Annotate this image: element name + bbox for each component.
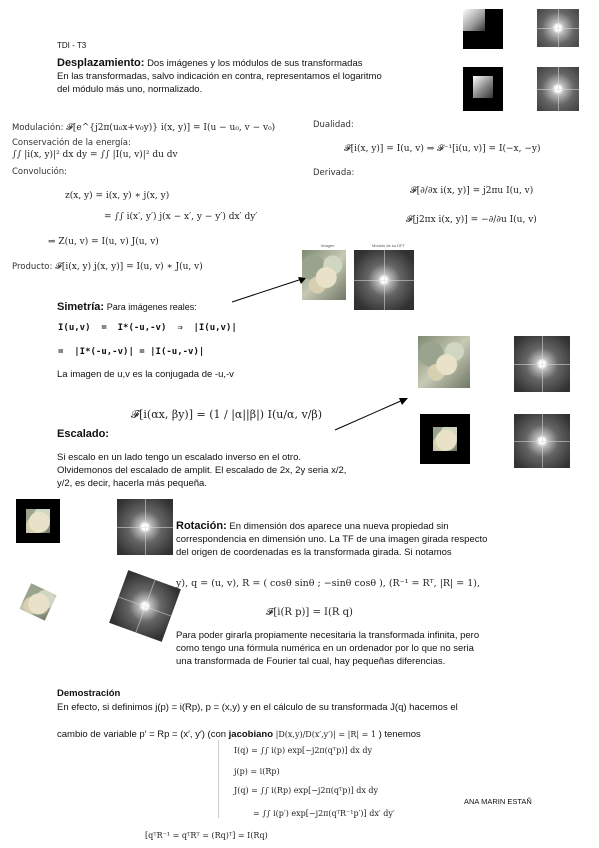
modulo-caption: Modulo de su DFT — [372, 243, 405, 248]
spectrum-thumb — [537, 9, 579, 47]
demostracion-line2 — [57, 728, 421, 741]
desplazamiento-line3: del módulo más uno, normalizado. — [57, 84, 203, 95]
derivada-formula2: 𝓕[j2πx i(x, y)] = −∂/∂u I(u, v) — [406, 215, 537, 225]
derivada-formula1: 𝓕[∂/∂x i(x, y)] = j2πu I(u, v) — [410, 186, 534, 196]
derivada-label: Derivada: — [313, 168, 355, 178]
simetria-title: Simetría: — [57, 301, 105, 313]
modulacion-row — [12, 123, 275, 133]
modulacion-label: Modulación: — [12, 123, 64, 133]
simetria-image-thumb — [418, 336, 470, 388]
escalado-formula: 𝓕[i(αx, βy)] = (1 / |α||β|) I(u/α, v/β) — [131, 408, 323, 421]
escalado-line2: Olvidemonos del escalado de amplit. El escalado de 2x, 2y seria x/2, — [57, 465, 347, 476]
rotacion-line3: del origen de coordenadas es la transformada girada. Si notamos — [176, 547, 452, 558]
rotacion-note1: Para poder girarla propiamente necesitaria la transformada infinita, pero — [176, 630, 480, 641]
simetria-spectrum-thumb — [514, 336, 570, 392]
producto-row — [12, 262, 203, 272]
rotated-image-thumb — [16, 580, 60, 624]
demo-formula-1: I(q) = ∫∫ i(p) exp[−j2π(qᵀp)] dx dy — [234, 746, 372, 755]
demostracion-line1: En efecto, si definimos j(p) = i(Rp), p = (x,y) y en el cálculo de su transformada J(q) hacemos el — [57, 702, 458, 713]
rotacion-line2: correspondencia en dimensión uno. La TF de una imagen girada respecto — [176, 534, 488, 545]
author-name: ANA MARIN ESTAÑ — [464, 797, 532, 806]
dualidad-label: Dualidad: — [313, 120, 354, 130]
rotacion-text — [176, 520, 544, 559]
simetria-eq2: = |I*(-u,-v)| = |I(-u,-v)| — [58, 347, 205, 357]
demostracion-line2-d: ) tenemos — [378, 729, 421, 740]
rotacion-notes — [176, 629, 544, 668]
arrow-2 — [333, 395, 411, 433]
escalado-line3: y/2, es decir, hacerla más pequeña. — [57, 478, 207, 489]
producto-label: Producto: — [12, 262, 53, 272]
energia-label: Conservación de la energía: — [12, 138, 131, 148]
escalado-text — [57, 451, 457, 490]
demo-formula-5: [qᵀR⁻¹ = qᵀRᵀ = (Rq)ᵀ] = I(Rq) — [145, 831, 268, 840]
convolucion-label: Convolución: — [12, 167, 67, 177]
dualidad-formula: 𝓕[i(x, y)] = I(u, v) ⇒ 𝓕⁻¹[i(u, v)] = I(−x, −y) — [344, 144, 541, 154]
arrow-1 — [230, 275, 310, 305]
document-code: TDI - T3 — [57, 41, 87, 50]
flowers-spectrum-thumb — [354, 250, 414, 310]
simetria-heading — [57, 301, 197, 314]
escalado-spectrum-thumb — [514, 414, 570, 468]
rotacion-note3: una transformada de Fourier tal cual, hay pequeñas diferencias. — [176, 656, 446, 667]
demo-formula-3: J(q) = ∫∫ i(Rp) exp[−j2π(qᵀp)] dx dy — [234, 786, 379, 795]
rotacion-main-formula: 𝓕[i(R p)] = I(R q) — [266, 607, 353, 618]
jacobiano-formula: |D(x,y)/D(x′,y′)| = |R| = 1 — [275, 730, 376, 739]
jacobiano-word: jacobiano — [228, 729, 274, 740]
desplazamiento-section — [57, 57, 457, 96]
rotacion-title: Rotación: — [176, 520, 227, 532]
shifted-image-thumb — [463, 9, 503, 49]
simetria-note: La imagen de u,v es la conjugada de -u,-v — [57, 369, 234, 380]
demostracion-line2-a: cambio de variable p′ = Rp = (x′, y′) (con — [57, 729, 227, 740]
desplazamiento-title: Desplazamiento: — [57, 57, 145, 69]
imagen-caption: Imagen — [321, 243, 335, 248]
energia-formula: ∫∫ |i(x, y)|² dx dy = ∫∫ |I(u, v)|² du dv — [12, 150, 178, 160]
shifted-image-thumb-2 — [463, 67, 503, 111]
desplazamiento-line2: En las transformadas, salvo indicación en contra, representamos el logaritmo — [57, 71, 382, 82]
rotacion-image-thumb — [16, 499, 60, 543]
demo-formula-4: = ∫∫ i(p′) exp[−j2π(qᵀR⁻¹p′)] dx′ dy′ — [253, 809, 395, 818]
simetria-subtitle: Para imágenes reales: — [106, 302, 197, 312]
escalado-line1: Si escalo en un lado tengo un escalado inverso en el otro. — [57, 452, 301, 463]
demostracion-title: Demostración — [57, 688, 121, 699]
rotacion-spectrum-thumb — [117, 499, 173, 555]
conv-line3: ⇒ Z(u, v) = I(u, v) J(u, v) — [48, 237, 159, 247]
modulacion-formula: 𝓕[e^{j2π(u₀x+v₀y)} i(x, y)] = I(u − u₀, v − v₀) — [66, 123, 276, 133]
rotated-spectrum-thumb — [109, 570, 181, 642]
rotacion-def-formula: y), q = (u, v), R = ( cosθ sinθ ; −sinθ cosθ ), (R⁻¹ = Rᵀ, |R| = 1), — [176, 578, 481, 589]
conv-line2: = ∫∫ i(x′, y′) j(x − x′, y − y′) dx′ dy′ — [104, 212, 258, 222]
spectrum-thumb-2 — [537, 67, 579, 111]
producto-formula: 𝓕[i(x, y) j(x, y)] = I(u, v) ∗ J(u, v) — [55, 262, 203, 272]
rotacion-line1: En dimensión dos aparece una nueva propiedad sin — [229, 521, 449, 532]
formula-divider — [218, 740, 219, 818]
demo-formula-2: j(p) = i(Rp) — [234, 767, 280, 776]
escalado-title: Escalado: — [57, 428, 109, 440]
simetria-eq1: I(u,v) = I*(-u,-v) ⇒ |I(u,v)| — [58, 323, 237, 333]
desplazamiento-line1: Dos imágenes y los módulos de sus transformadas — [147, 58, 363, 69]
conv-line1: z(x, y) = i(x, y) ∗ j(x, y) — [65, 191, 170, 201]
rotacion-note2: como tengo una fórmula numérica en un ordenador por lo que no seria — [176, 643, 474, 654]
